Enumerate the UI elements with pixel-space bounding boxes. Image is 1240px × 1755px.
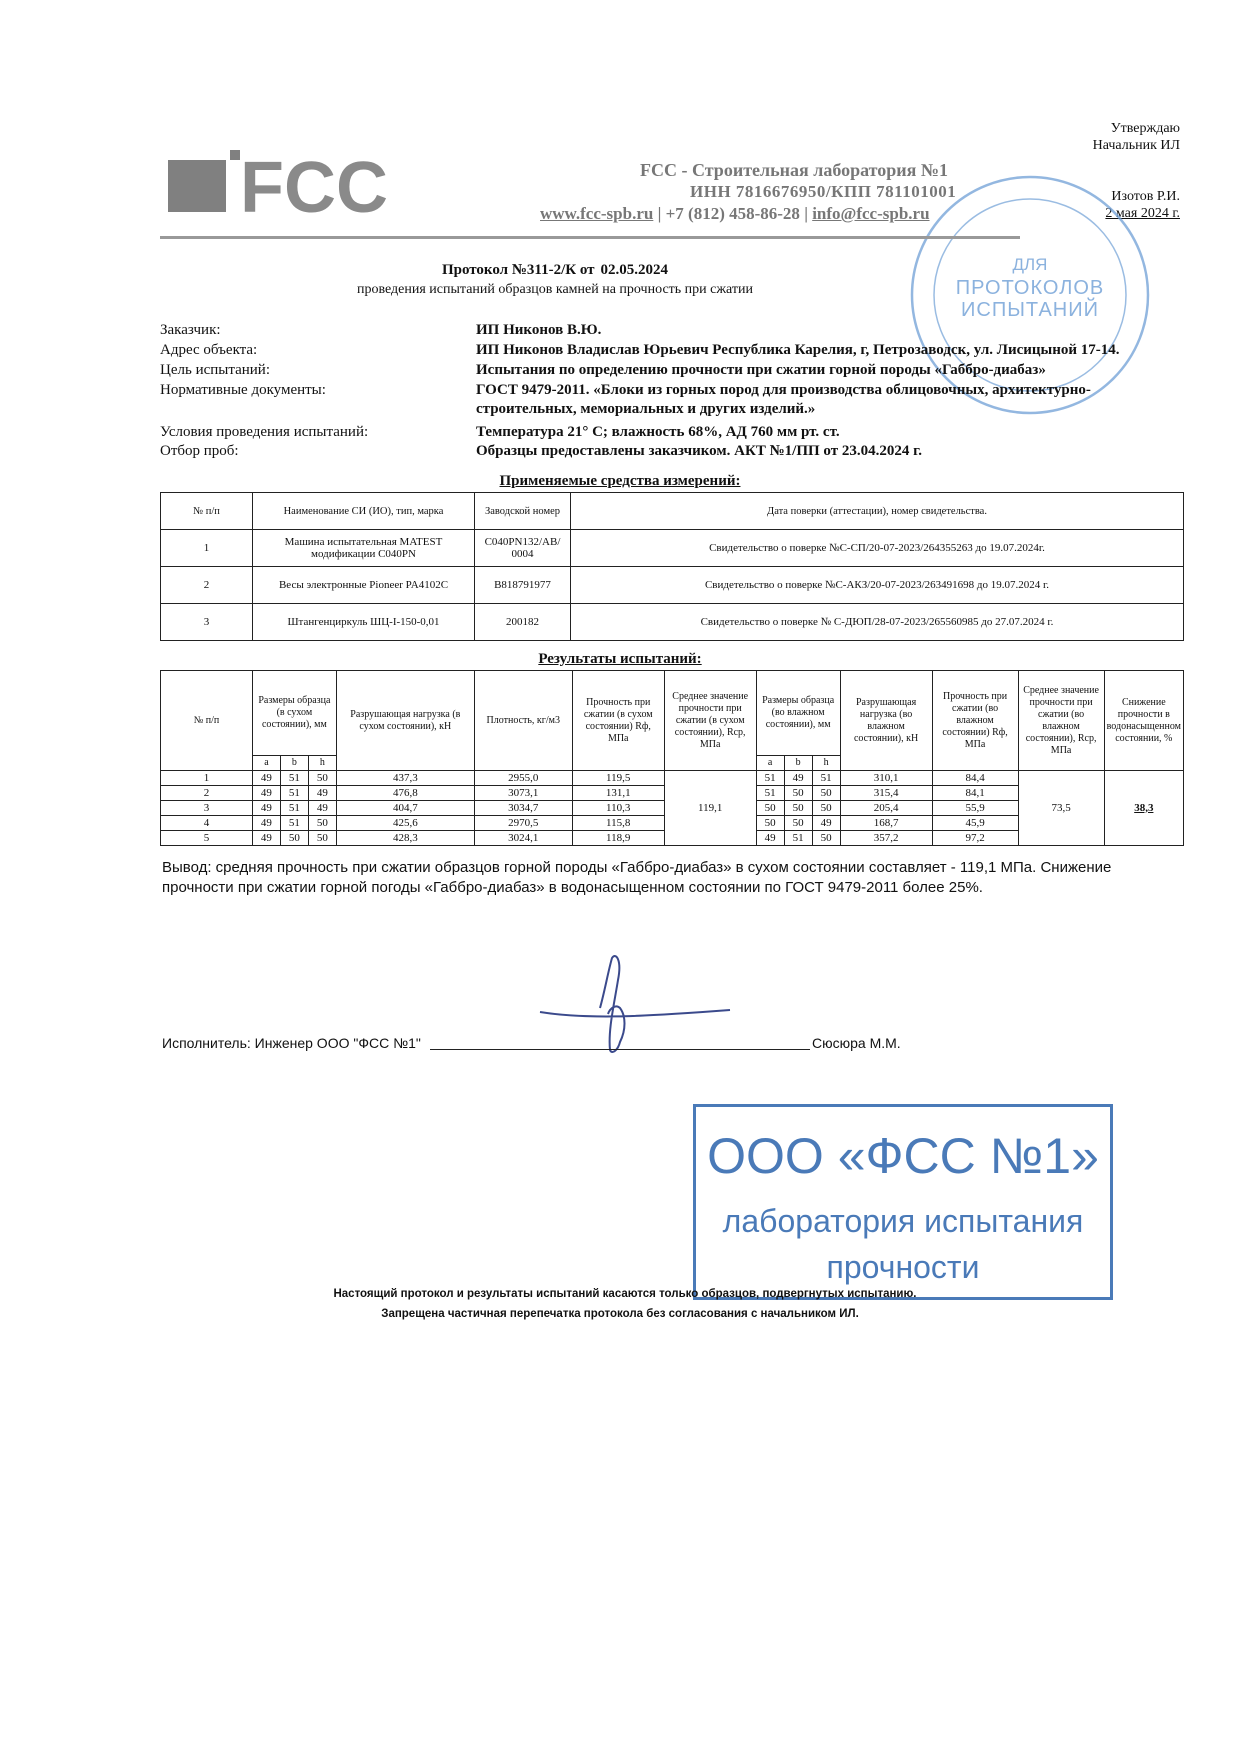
table-cell: 49 [252, 831, 280, 846]
table-cell: 49 [784, 771, 812, 786]
instruments-table [160, 492, 1184, 641]
table-cell: C040PN132/AB/ 0004 [475, 530, 571, 567]
customer-value: ИП Никонов В.Ю. [476, 322, 602, 338]
table-cell: 49 [252, 816, 280, 831]
logo-text: FCC [240, 150, 388, 220]
stamp-line-2: лаборатория испытания [722, 1203, 1084, 1239]
table-row [161, 771, 1184, 786]
col-header-dry-strength: Прочность при сжатии (в сухом состоянии) Rф, МПа [572, 671, 664, 771]
lab-inn: ИНН 7816676950/КПП 781101001 [690, 182, 957, 201]
header-divider [160, 236, 1020, 239]
col-header-num: № п/п [161, 671, 253, 771]
table-cell: 49 [308, 801, 336, 816]
table-cell: 84,1 [932, 786, 1018, 801]
table-cell: Машина испытательная MATEST модификации C040PN [253, 530, 475, 567]
col-header-wb: b [784, 756, 812, 771]
results-caption: Результаты испытаний: [538, 651, 702, 667]
table-cell: 50 [784, 786, 812, 801]
norm-label: Нормативные документы: [160, 382, 326, 398]
executor-name: Сюсюра М.М. [812, 1035, 901, 1051]
table-cell: 5 [161, 831, 253, 846]
lab-contacts [540, 204, 930, 224]
table-cell: 51 [756, 786, 784, 801]
table-cell: 2 [161, 567, 253, 604]
stamp-line-3: прочности [826, 1249, 980, 1285]
col-header-wa: a [756, 756, 784, 771]
table-cell: 50 [784, 801, 812, 816]
protocol-title [0, 262, 1240, 279]
protocol-subtitle: проведения испытаний образцов камней на прочность при сжатии [357, 282, 753, 297]
table-cell: Свидетельство о поверке № С-ДЮП/28-07-2023/265560985 до 27.07.2024 г. [571, 604, 1184, 641]
col-header-reduction: Снижение прочности в водонасыщенном состоянии, % [1104, 671, 1183, 771]
col-header-h: h [308, 756, 336, 771]
protocol-date: 02.05.2024 [600, 262, 669, 278]
table-cell: B818791977 [475, 567, 571, 604]
col-header: № п/п [161, 493, 253, 530]
table-cell: 51 [812, 771, 840, 786]
table-cell: 49 [308, 786, 336, 801]
executor-signature [530, 950, 760, 1060]
round-stamp-line-1: ДЛЯ [1012, 255, 1048, 274]
table-row [161, 567, 1184, 604]
table-cell: 51 [280, 816, 308, 831]
wet-avg-cell: 73,5 [1018, 771, 1104, 846]
table-cell: 49 [252, 786, 280, 801]
table-cell: 50 [784, 816, 812, 831]
table-cell: 55,9 [932, 801, 1018, 816]
table-cell: 3073,1 [474, 786, 572, 801]
reduction-cell: 38,3 [1104, 771, 1183, 846]
table-cell: 50 [812, 786, 840, 801]
rectangular-stamp [693, 1104, 1113, 1300]
table-cell: 437,3 [336, 771, 474, 786]
table-cell: 2955,0 [474, 771, 572, 786]
table-cell: 45,9 [932, 816, 1018, 831]
contact-separator: | [804, 204, 813, 223]
table-cell: Штангенциркуль ШЦ-I-150-0,01 [253, 604, 475, 641]
col-header-dry-avg: Среднее значение прочности при сжатии (в сухом состоянии), Rср, МПа [664, 671, 756, 771]
customer-label: Заказчик: [160, 322, 221, 338]
goal-value: Испытания по определению прочности при сжатии горной породы «Габбро-диабаз» [476, 362, 1046, 378]
approval-line-1: Утверждаю [1110, 121, 1180, 136]
norm-value-2: строительных, мемориальных и других изделий.» [476, 401, 816, 417]
instruments-header-row [161, 493, 1184, 530]
table-cell: 115,8 [572, 816, 664, 831]
table-cell: 50 [812, 831, 840, 846]
table-cell: 49 [756, 831, 784, 846]
table-cell: 51 [756, 771, 784, 786]
conclusion-text: Вывод: средняя прочность при сжатии образцов горной породы «Габбро-диабаз» в сухом состоянии составляет - 119,1 МПа. Снижение прочности при сжатии горной погоды «Габбро-диабаз» в водонасыщенном состоянии по ГОСТ 9479-2011 более 25%. [162, 859, 1112, 896]
col-header-wet-dims: Размеры образца (во влажном состоянии), мм [756, 671, 840, 756]
email-link[interactable]: info@fcc-spb.ru [812, 204, 930, 223]
table-cell: 404,7 [336, 801, 474, 816]
col-header-density: Плотность, кг/м3 [474, 671, 572, 771]
table-cell: 50 [280, 831, 308, 846]
executor-label: Исполнитель: Инженер ООО "ФСС №1" [162, 1035, 421, 1051]
results-table [160, 670, 1184, 846]
table-cell: 3 [161, 801, 253, 816]
table-cell: 118,9 [572, 831, 664, 846]
table-cell: 119,5 [572, 771, 664, 786]
table-cell: 51 [280, 786, 308, 801]
table-cell: 2 [161, 786, 253, 801]
approval-line-2: Начальник ИЛ [1092, 138, 1180, 153]
sampling-label: Отбор проб: [160, 443, 239, 459]
table-cell: 50 [756, 816, 784, 831]
col-header-a: a [252, 756, 280, 771]
table-cell: 3034,7 [474, 801, 572, 816]
table-cell: 425,6 [336, 816, 474, 831]
table-cell: Весы электронные Pioneer PA4102C [253, 567, 475, 604]
table-cell: 205,4 [840, 801, 932, 816]
col-header-wh: h [812, 756, 840, 771]
sampling-value: Образцы предоставлены заказчиком. АКТ №1/ПП от 23.04.2024 г. [476, 443, 922, 459]
protocol-number: Протокол №311-2/К от [441, 262, 595, 278]
address-label: Адрес объекта: [160, 342, 258, 358]
table-cell: 51 [280, 771, 308, 786]
table-cell: 50 [308, 816, 336, 831]
table-cell: 200182 [475, 604, 571, 641]
table-cell: 49 [252, 801, 280, 816]
round-stamp-line-2: ПРОТОКОЛОВ [955, 277, 1105, 299]
table-cell: 49 [812, 816, 840, 831]
footer-line-1: Настоящий протокол и результаты испытаний касаются только образцов, подвергнутых испытанию. [333, 1288, 917, 1300]
dry-avg-cell: 119,1 [664, 771, 756, 846]
table-cell: 310,1 [840, 771, 932, 786]
table-row [161, 530, 1184, 567]
instruments-caption: Применяемые средства измерений: [499, 473, 741, 489]
results-header-row [161, 671, 1184, 756]
col-header: Дата поверки (аттестации), номер свидетельства. [571, 493, 1184, 530]
table-cell: Свидетельство о поверке №С-АКЗ/20-07-2023/263491698 до 19.07.2024 г. [571, 567, 1184, 604]
table-cell: 4 [161, 816, 253, 831]
table-cell: 1 [161, 771, 253, 786]
table-cell: 49 [252, 771, 280, 786]
table-cell: 50 [756, 801, 784, 816]
table-cell: 97,2 [932, 831, 1018, 846]
site-link[interactable]: www.fcc-spb.ru [540, 204, 654, 223]
col-header-b: b [280, 756, 308, 771]
table-cell: 357,2 [840, 831, 932, 846]
norm-value-1: ГОСТ 9479-2011. «Блоки из горных пород для производства облицовочных, архитектурно- [476, 382, 1091, 398]
executor-signature-line [430, 1049, 810, 1050]
conditions-value: Температура 21° С; влажность 68%, АД 760 мм рт. ст. [476, 424, 840, 440]
table-cell: 51 [280, 801, 308, 816]
col-header-dry-load: Разрушающая нагрузка (в сухом состоянии), кН [336, 671, 474, 771]
table-cell: 110,3 [572, 801, 664, 816]
table-cell: 84,4 [932, 771, 1018, 786]
table-cell: 168,7 [840, 816, 932, 831]
col-header: Наименование СИ (ИО), тип, марка [253, 493, 475, 530]
table-row [161, 604, 1184, 641]
contact-separator: | [657, 204, 666, 223]
col-header-dry-dims: Размеры образца (в сухом состоянии), мм [252, 671, 336, 756]
address-value: ИП Никонов Владислав Юрьевич Республика Карелия, г, Петрозаводск, ул. Лисицыной 17-14. [476, 342, 1120, 358]
round-stamp-line-3: ИСПЫТАНИЙ [961, 299, 1099, 321]
table-cell: 3024,1 [474, 831, 572, 846]
table-cell: 51 [784, 831, 812, 846]
table-cell: 131,1 [572, 786, 664, 801]
table-cell: Свидетельство о поверке №С-СП/20-07-2023/264355263 до 19.07.2024г. [571, 530, 1184, 567]
table-cell: 476,8 [336, 786, 474, 801]
col-header-wet-load: Разрушающая нагрузка (во влажном состоянии), кН [840, 671, 932, 771]
footer-line-2: Запрещена частичная перепечатка протокола без согласования с начальником ИЛ. [381, 1308, 859, 1320]
table-cell: 2970,5 [474, 816, 572, 831]
table-cell: 1 [161, 530, 253, 567]
table-cell: 50 [812, 801, 840, 816]
col-header: Заводской номер [475, 493, 571, 530]
col-header-wet-avg: Среднее значение прочности при сжатии (во влажном состоянии), Rср, МПа [1018, 671, 1104, 771]
phone: +7 (812) 458-86-28 [665, 204, 800, 223]
col-header-wet-strength: Прочность при сжатии (во влажном состоянии) Rф, МПа [932, 671, 1018, 771]
table-cell: 50 [308, 831, 336, 846]
conditions-label: Условия проведения испытаний: [160, 424, 369, 440]
table-cell: 3 [161, 604, 253, 641]
stamp-line-1: ООО «ФСС №1» [707, 1128, 1099, 1184]
table-cell: 428,3 [336, 831, 474, 846]
goal-label: Цель испытаний: [160, 362, 271, 378]
table-cell: 315,4 [840, 786, 932, 801]
fcc-logo [168, 150, 428, 220]
approval-name: Изотов Р.И. [1111, 189, 1180, 204]
approval-date: 2 мая 2024 г. [1105, 206, 1180, 221]
lab-title: FCC - Строительная лаборатория №1 [640, 160, 948, 180]
table-cell: 50 [308, 771, 336, 786]
